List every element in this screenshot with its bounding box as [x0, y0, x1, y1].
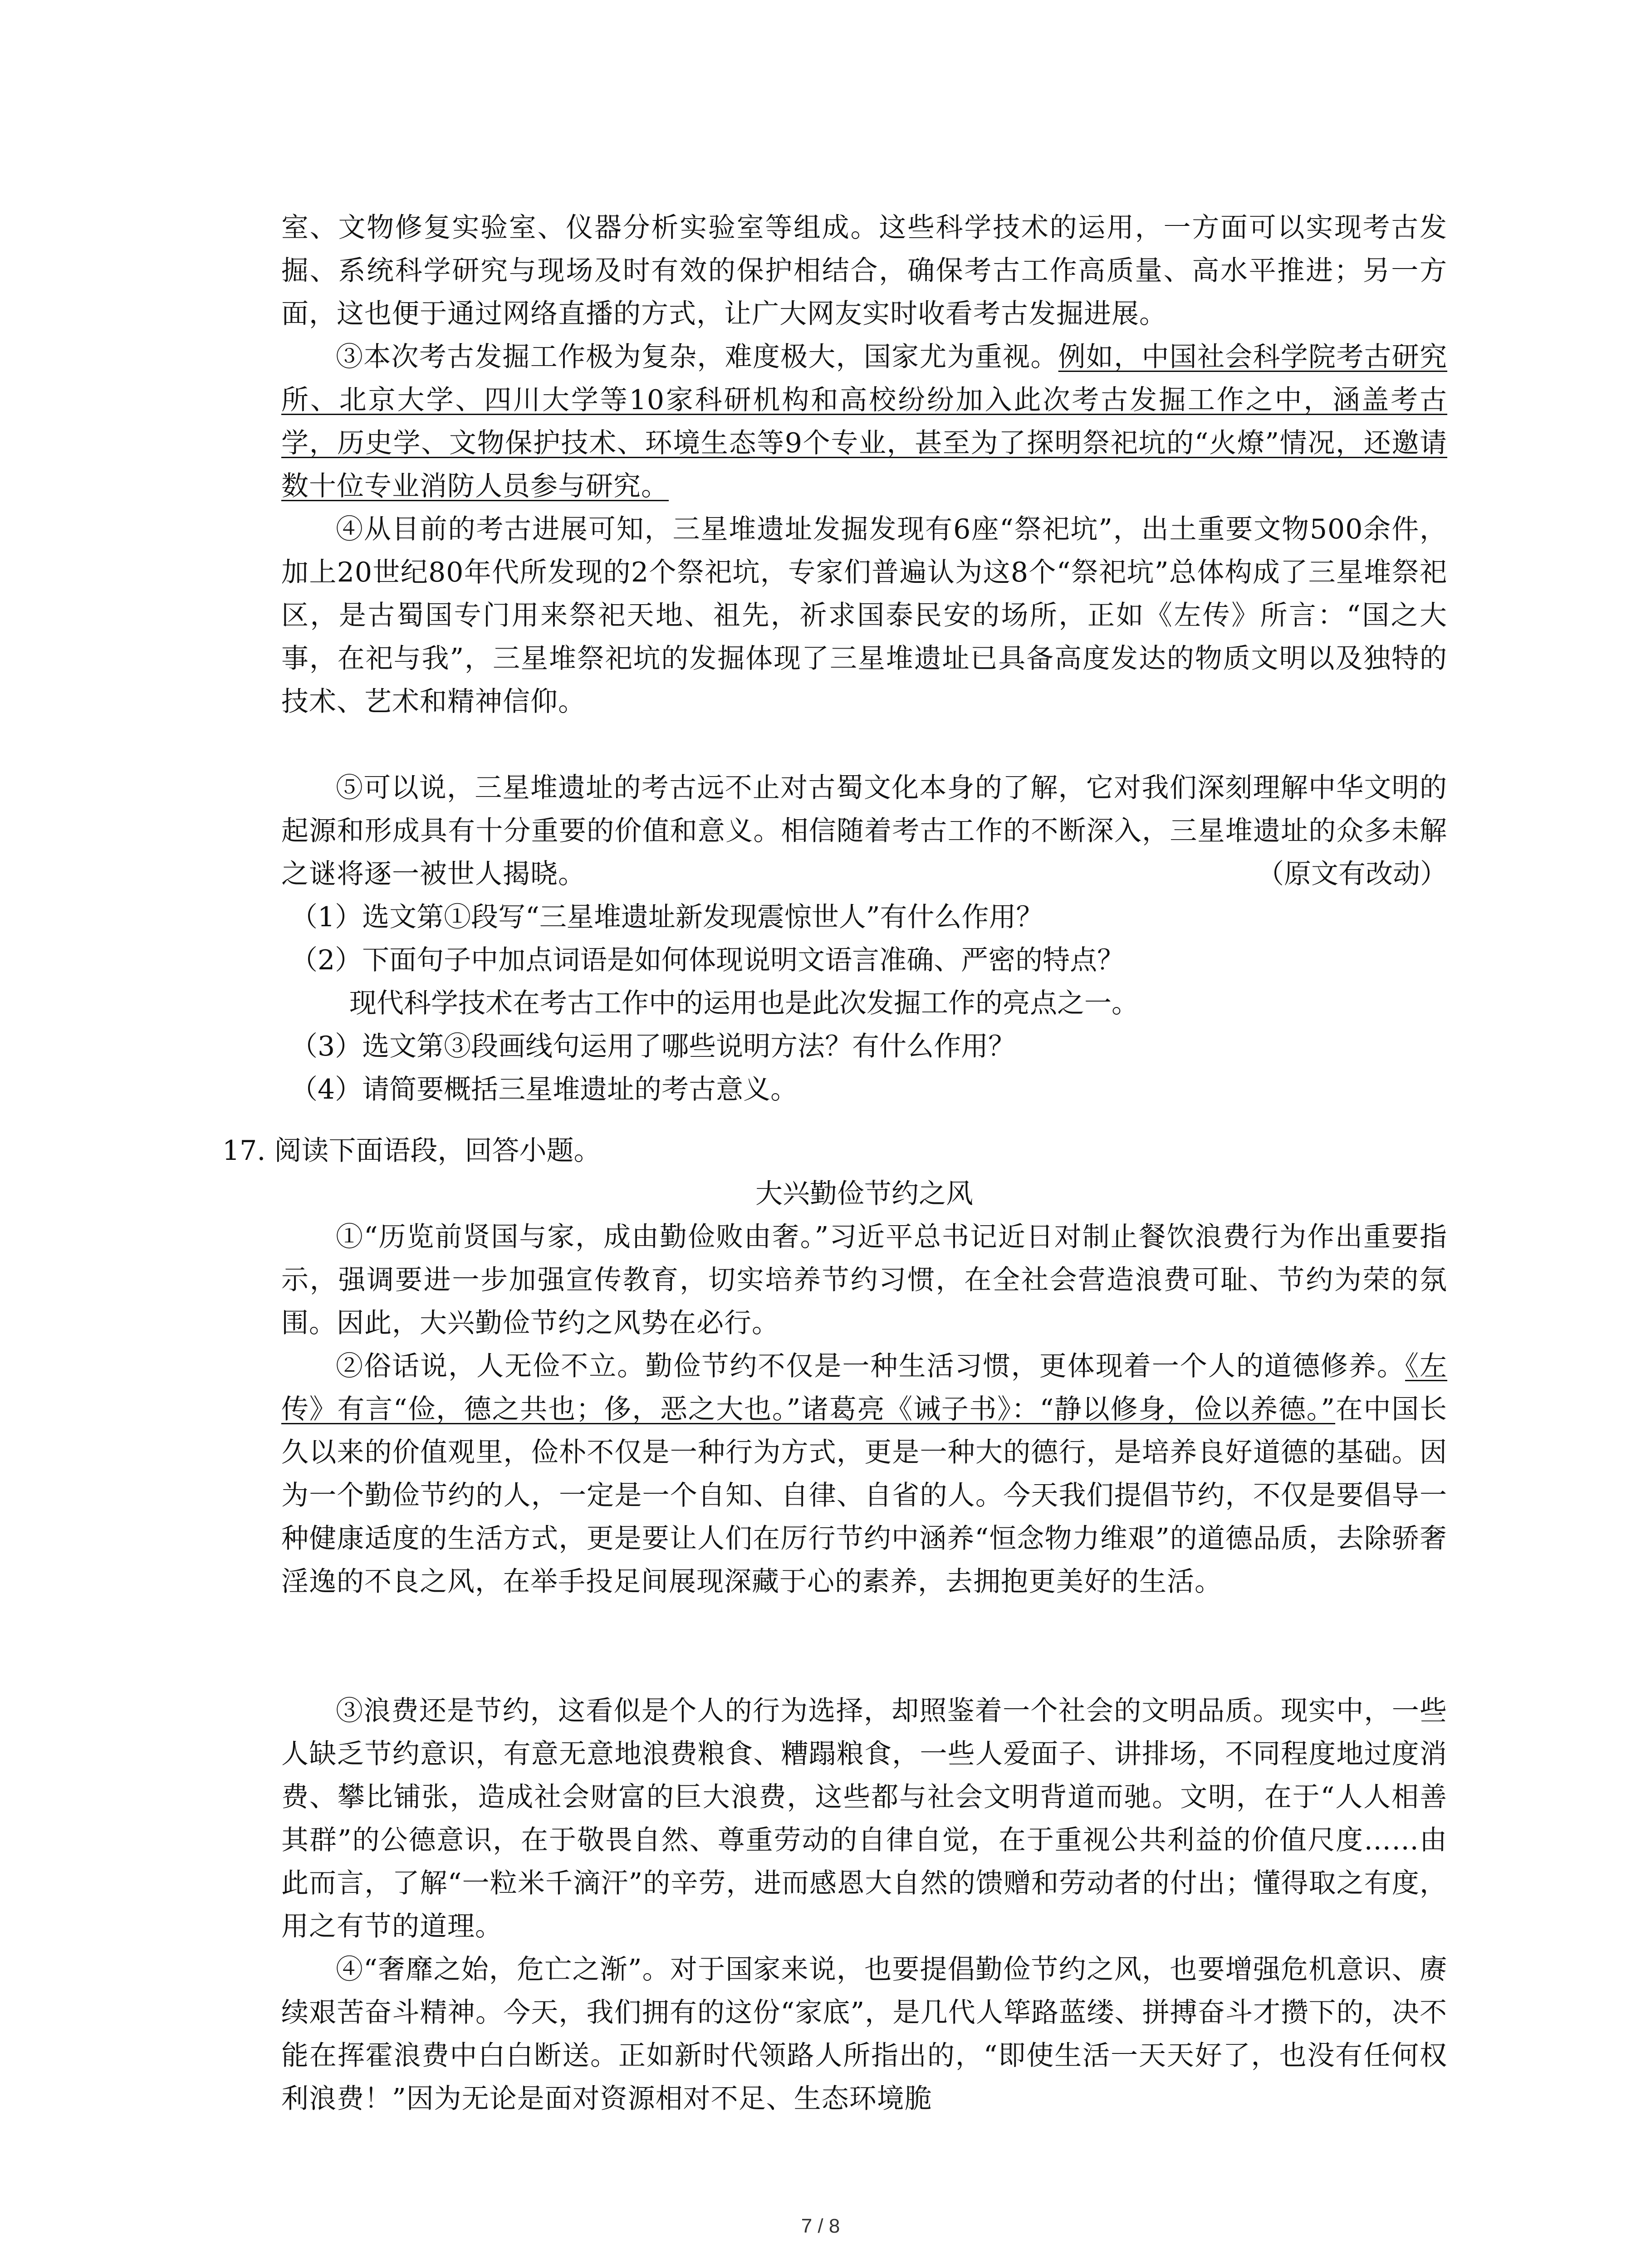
- passage16-paragraph-4: [281, 508, 1447, 723]
- passage17-paragraph-2: [281, 1345, 1447, 1603]
- passage17-p2-text-a: ②俗话说，人无俭不立。勤俭节约不仅是一种生活习惯，更体现着一个人的道德修养。: [336, 1350, 1405, 1382]
- passage17-p4-text: ④“奢靡之始，危亡之渐”。对于国家来说，也要提倡勤俭节约之风，也要增强危机意识、赓续艰苦奋斗精神。今天，我们拥有的这份“家底”，是几代人筚路蓝缕、拼搏奋斗才攒下的，决不能在挥霍浪费中白白断送。正如新时代领路人所指出的，“即使生活一天天好了，也没有任何权利浪费！”因为无论是面对资源相对不足、生态环境脆: [281, 1954, 1447, 2115]
- question-2: （2）下面句子中加点词语是如何体现说明文语言准确、严密的特点？: [290, 944, 1125, 976]
- paragraph-4-text: ④从目前的考古进展可知，三星堆遗址发掘发现有6座“祭祀坑”，出土重要文物500余件，加上20世纪80年代所发现的2个祭祀坑，专家们普遍认为这8个“祭祀坑”总体构成了三星堆祭祀区，是古蜀国专门用来祭祀天地、祖先，祈求国泰民安的场所，正如《左传》所言：“国之大事，在祀与我”，三星堆祭祀坑的发掘体现了三星堆遗址已具备高度发达的物质文明以及独特的技术、艺术和精神信仰。: [281, 513, 1447, 718]
- passage16-questions: [281, 896, 1447, 1111]
- passage17-paragraph-4: [281, 1948, 1447, 2121]
- question-1: （1）选文第①段写“三星堆遗址新发现震惊世人”有什么作用？: [290, 901, 1043, 933]
- passage17-title: 大兴勤俭节约之风: [755, 1178, 973, 1210]
- page-number: 7 / 8: [801, 2215, 840, 2237]
- question-17-heading: 17. 阅读下面语段，回答小题。: [222, 1135, 601, 1167]
- question-2-sentence: 现代科学技术在考古工作中的运用也是此次发掘工作的亮点之一。: [349, 987, 1139, 1019]
- passage17-paragraph-1: [281, 1216, 1447, 1345]
- passage16-continuation: [281, 206, 1447, 336]
- passage17-p2-text-b: 在中国长久以来的价值观里，俭朴不仅是一种行为方式，更是一种大的德行，是培养良好道德的基础。因为一个勤俭节约的人，一定是一个自知、自律、自省的人。今天我们提倡节约，不仅是要倡导一种健康适度的生活方式，更是要让人们在厉行节约中涵养“恒念物力维艰”的道德品质，去除骄奢淫逸的不良之风，在举手投足间展现深藏于心的素养，去拥抱更美好的生活。: [281, 1393, 1447, 1598]
- paragraph-5-text: ⑤可以说，三星堆遗址的考古远不止对古蜀文化本身的了解，它对我们深刻理解中华文明的起源和形成具有十分重要的价值和意义。相信随着考古工作的不断深入，三星堆遗址的众多未解之谜将逐一被世人揭晓。: [281, 772, 1447, 890]
- paragraph-3-text: ③本次考古发掘工作极为复杂，难度极大，国家尤为重视。: [336, 341, 1058, 373]
- passage16-paragraph-3: [281, 336, 1447, 508]
- passage17-p2-underlined: 《左传》有言“俭，德之共也；侈，恶之大也。”诸葛亮《诫子书》：“静以修身，俭以养德。”: [281, 1350, 1448, 1425]
- paragraph-3-underlined-sentence: 例如，中国社会科学院考古研究所、北京大学、四川大学等10家科研机构和高校纷纷加入此次考古发掘工作之中，涵盖考古学，历史学、文物保护技术、环境生态等9个专业，甚至为了探明祭祀坑的“火燎”情况，还邀请数十位专业消防人员参与研究。: [281, 341, 1448, 502]
- question-3: （3）选文第③段画线句运用了哪些说明方法？有什么作用？: [290, 1031, 1016, 1062]
- source-note: （原文有改动）: [1257, 858, 1447, 890]
- passage17-p1-text: ①“历览前贤国与家，成由勤俭败由奢。”习近平总书记近日对制止餐饮浪费行为作出重要指示，强调要进一步加强宣传教育，切实培养节约习惯，在全社会营造浪费可耻、节约为荣的氛围。因此，大兴勤俭节约之风势在必行。: [281, 1221, 1447, 1339]
- question-4: （4）请简要概括三星堆遗址的考古意义。: [290, 1074, 798, 1105]
- paragraph-continued: 室、文物修复实验室、仪器分析实验室等组成。这些科学技术的运用，一方面可以实现考古发掘、系统科学研究与现场及时有效的保护相结合，确保考古工作高质量、高水平推进；另一方面，这也便于通过网络直播的方式，让广大网友实时收看考古发掘进展。: [281, 212, 1447, 330]
- passage17-paragraph-3: [281, 1690, 1447, 1948]
- passage17-p3-text: ③浪费还是节约，这看似是个人的行为选择，却照鉴着一个社会的文明品质。现实中，一些人缺乏节约意识，有意无意地浪费粮食、糟蹋粮食，一些人爱面子、讲排场，不同程度地过度消费、攀比铺张，造成社会财富的巨大浪费，这些都与社会文明背道而驰。文明，在于“人人相善其群”的公德意识，在于敬畏自然、尊重劳动的自律自觉，在于重视公共利益的价值尺度……由此而言，了解“一粒米千滴汗”的辛劳，进而感恩大自然的馈赠和劳动者的付出；懂得取之有度，用之有节的道理。: [281, 1695, 1447, 1942]
